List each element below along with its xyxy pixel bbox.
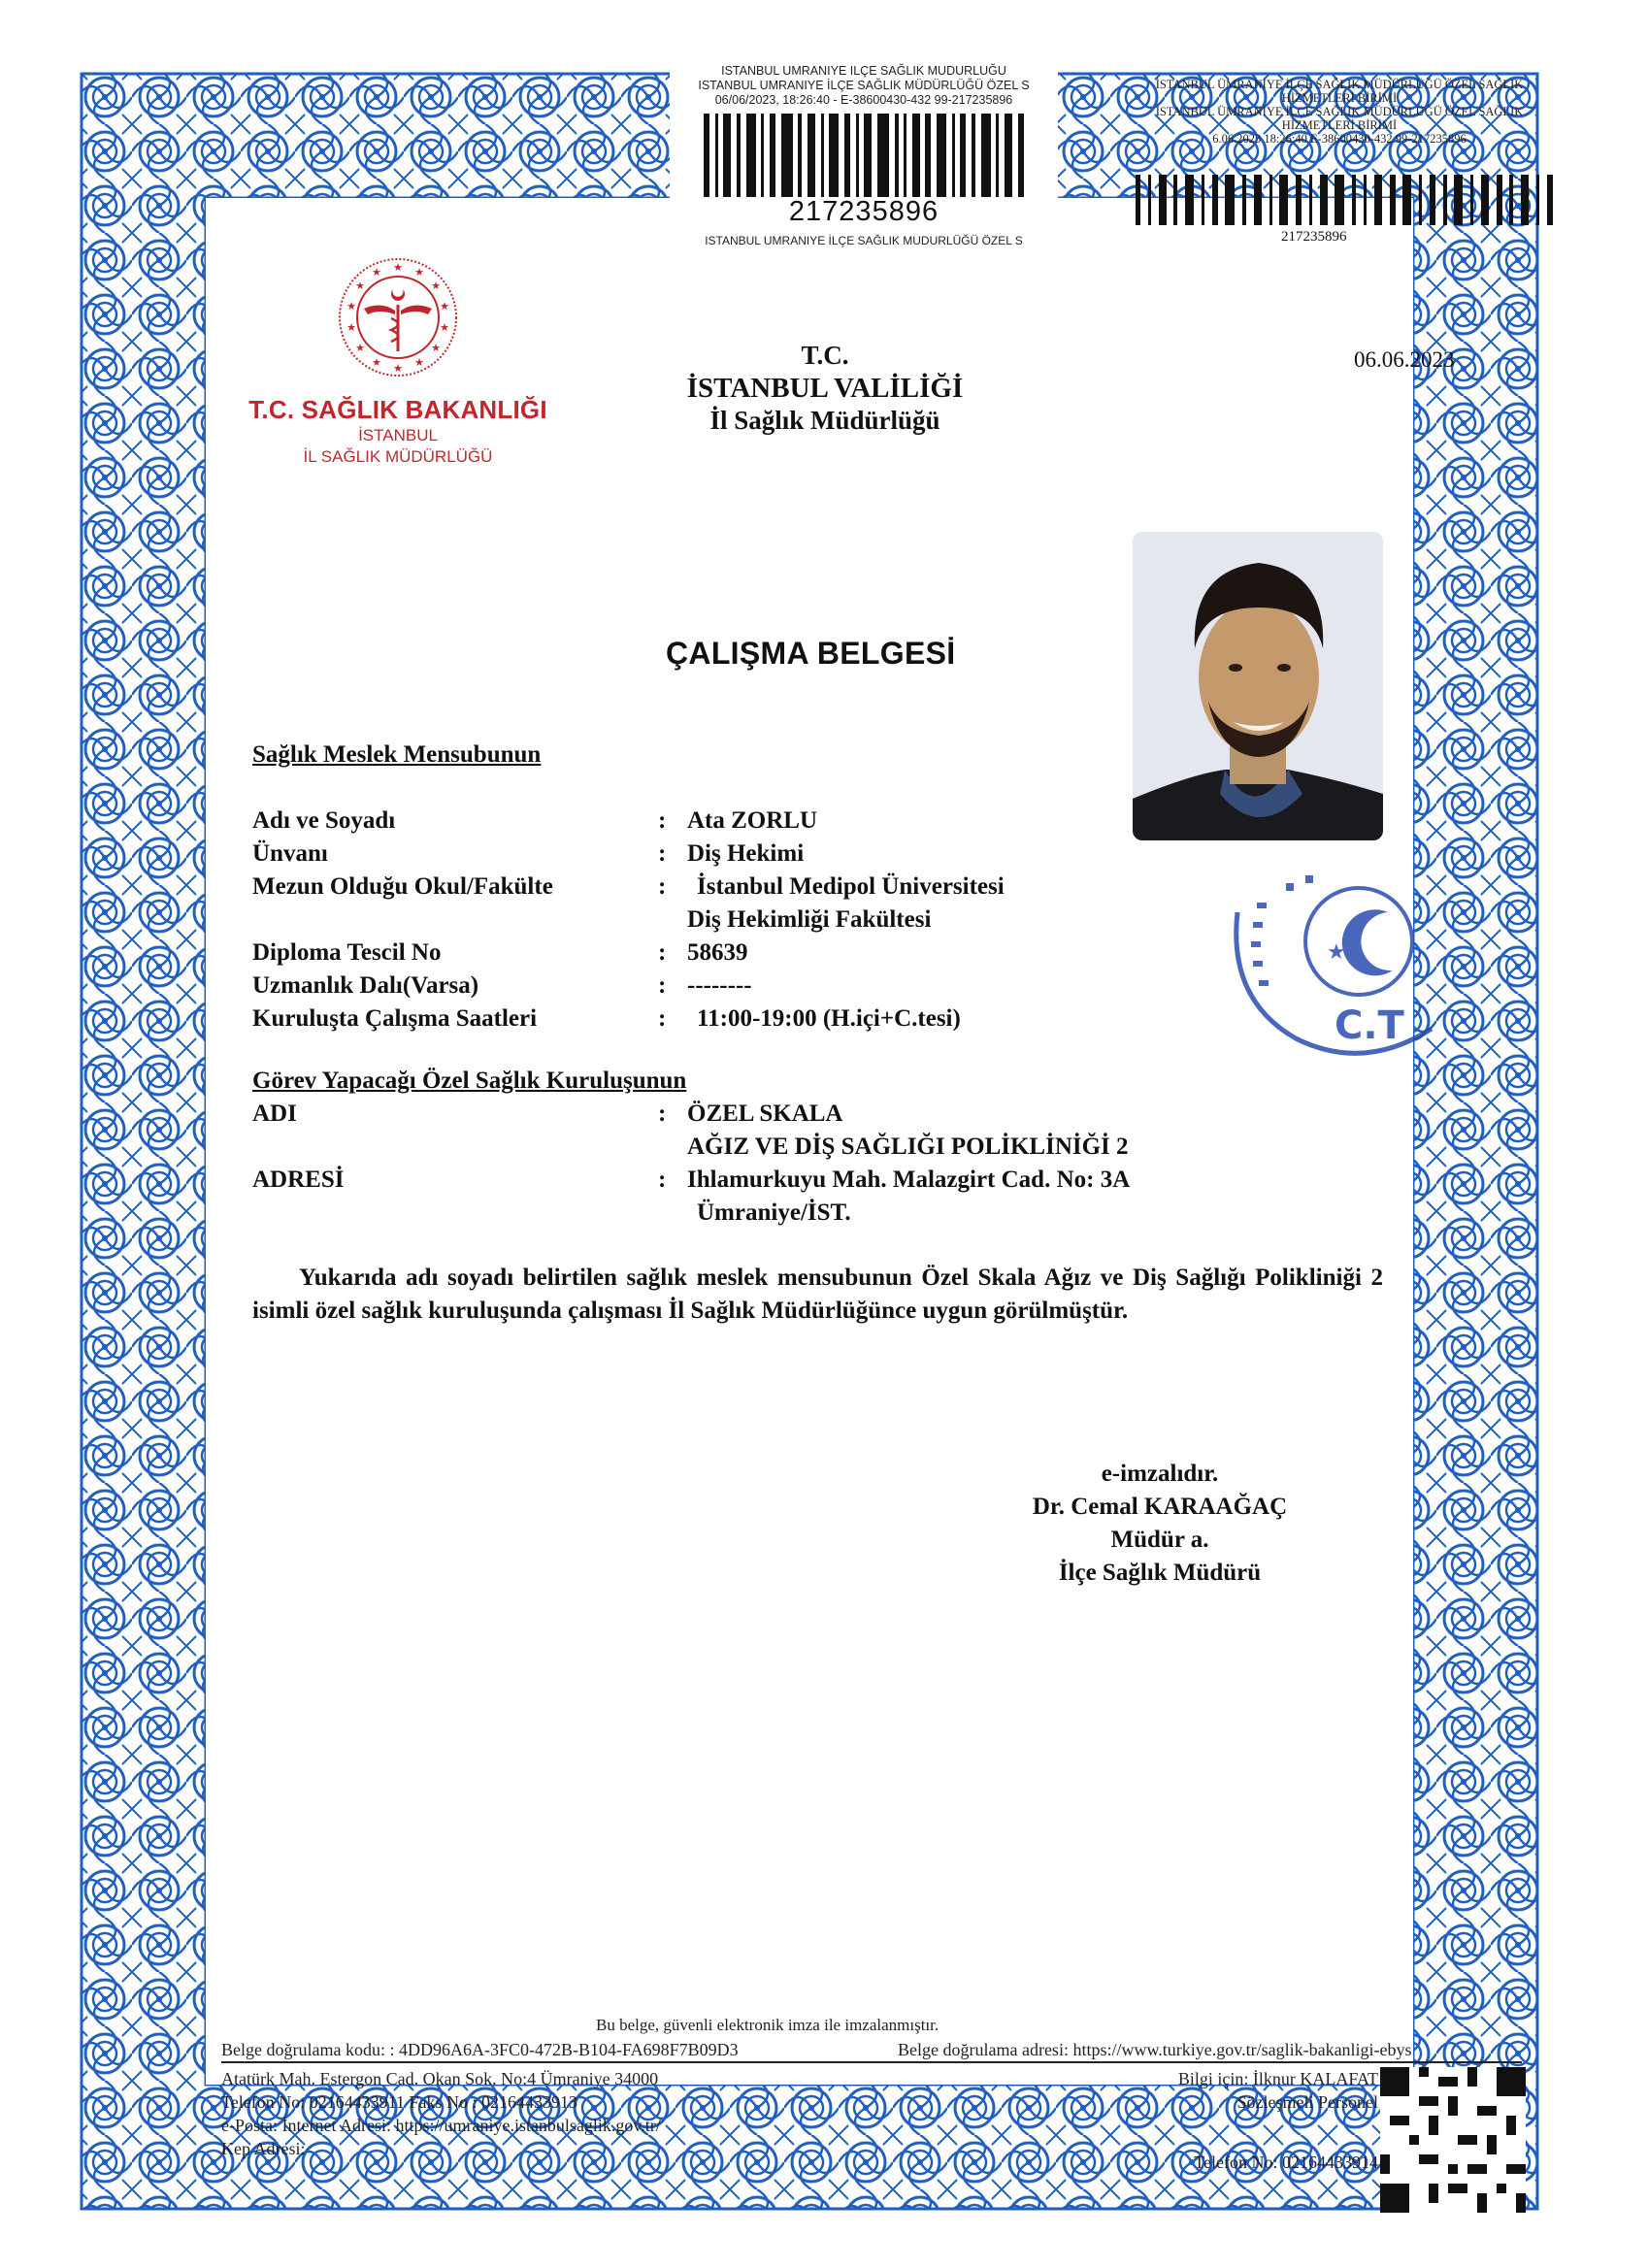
document-header bbox=[650, 340, 1000, 437]
barcode-right-line-2: HİZMETLERİ BİRİMİ bbox=[1281, 91, 1398, 105]
barcode-right-bars bbox=[1136, 175, 1553, 225]
signature-name: Dr. Cemal KARAAĞAÇ bbox=[1032, 1494, 1288, 1520]
field-value-title: Diş Hekimi bbox=[687, 840, 805, 867]
field-label: Ünvanı bbox=[252, 840, 328, 867]
field-label: Uzmanlık Dalı(Varsa) bbox=[252, 972, 479, 999]
footer-phone-fax: Telefon No: 02164433911 Faks No : 02164433913 bbox=[221, 2092, 578, 2112]
svg-text:★: ★ bbox=[431, 279, 441, 292]
barcode-footer: ISTANBUL UMRANIYE İLÇE SAĞLIK MUDURLÜĞÜ ÖZEL S bbox=[705, 234, 1023, 247]
svg-text:★: ★ bbox=[414, 356, 424, 369]
svg-text:C.T: C.T bbox=[1335, 1003, 1404, 1048]
svg-text:★: ★ bbox=[440, 300, 449, 312]
field-colon: : bbox=[658, 939, 667, 966]
portrait-photo bbox=[1133, 532, 1383, 840]
barcode-right bbox=[1126, 78, 1553, 262]
institution-name-line-1: ÖZEL SKALA bbox=[687, 1101, 843, 1127]
info-contact: Bilgi için: İlknur KALAFAT bbox=[1177, 2069, 1378, 2088]
header-governorship: İSTANBUL VALİLİĞİ bbox=[686, 373, 964, 404]
field-colon: : bbox=[658, 1101, 667, 1127]
ministry-city: İSTANBUL bbox=[358, 426, 438, 444]
field-value-hours: 11:00-19:00 (H.içi+C.tesi) bbox=[697, 1005, 961, 1032]
info-role: Sözleşmeli Personel bbox=[1236, 2092, 1378, 2112]
svg-text:★: ★ bbox=[393, 261, 403, 274]
barcode-right-number: 217235896 bbox=[1281, 229, 1347, 245]
field-label: ADI bbox=[252, 1101, 297, 1127]
barcode-right-line-4: HİZMETLERİ BİRİMİ bbox=[1281, 118, 1398, 132]
svg-text:★: ★ bbox=[431, 342, 441, 354]
svg-text:★: ★ bbox=[372, 266, 381, 279]
ministry-name: T.C. SAĞLIK BAKANLIĞI bbox=[248, 395, 547, 424]
svg-text:★: ★ bbox=[355, 279, 365, 292]
signature-block bbox=[980, 1458, 1339, 1590]
field-label: ADRESİ bbox=[252, 1167, 345, 1193]
footer-divider bbox=[221, 2061, 1522, 2063]
document-title: ÇALIŞMA BELGESİ bbox=[666, 636, 956, 671]
field-label: Adı ve Soyadı bbox=[252, 807, 396, 834]
institution-address-line-2: Ümraniye/İST. bbox=[697, 1200, 851, 1226]
field-colon: : bbox=[658, 873, 667, 900]
footer-email-web: e-Posta: İnternet Adresi: https://umraniye.istanbulsaglik.gov.tr/ bbox=[221, 2116, 661, 2135]
field-colon: : bbox=[658, 1167, 667, 1193]
institution-name-line-2: AĞIZ VE DİŞ SAĞLIĞI POLİKLİNİĞİ 2 bbox=[687, 1134, 1129, 1160]
ministry-directorate: İL SAĞLIK MÜDÜRLÜĞÜ bbox=[303, 447, 493, 466]
barcode-bars bbox=[704, 114, 1024, 197]
svg-text:★: ★ bbox=[414, 266, 424, 279]
field-label: Mezun Olduğu Okul/Fakülte bbox=[252, 873, 553, 900]
barcode-number: 217235896 bbox=[788, 196, 939, 227]
barcode-line-3: 06/06/2023, 18:26:40 - E-38600430-432 99-217235896 bbox=[714, 93, 1013, 107]
barcode-right-line-1: İSTANBUL ÜMRANİYE İLÇE SAĞLIK MÜDÜRLÜĞÜ ÖZEL SAĞLIK bbox=[1155, 78, 1524, 91]
official-stamp-icon bbox=[1218, 854, 1490, 1068]
footer-address: Atatürk Mah. Estergon Cad. Okan Sok. No:4 Ümraniye 34000 bbox=[221, 2069, 659, 2088]
field-colon: : bbox=[658, 1005, 667, 1032]
qr-code-icon bbox=[1380, 2067, 1526, 2213]
document-date: 06.06.2023 bbox=[1354, 347, 1455, 372]
field-colon: : bbox=[658, 840, 667, 867]
info-phone: Telefon No: 02164433914 bbox=[1194, 2153, 1378, 2172]
field-label: Kuruluşta Çalışma Saatleri bbox=[252, 1005, 538, 1032]
barcode-right-line-5: 6.06.2023 18:26:40 E-38600430-432.99-217235896 bbox=[1212, 132, 1467, 146]
svg-text:★: ★ bbox=[372, 356, 381, 369]
field-value-specialty: -------- bbox=[687, 972, 752, 999]
body-paragraph: Yukarıda adı soyadı belirtilen sağlık meslek mensubunun Özel Skala Ağız ve Diş Sağlığı Polikliniği 2 isimli özel sağlık kuruluşunda çalışması İl Sağlık Müdürlüğünce uygun görülmüştür. bbox=[252, 1265, 1383, 1324]
header-tc: T.C. bbox=[801, 341, 849, 370]
barcode-line-1: ISTANBUL UMRANIYE ILÇE SAĞLIK MUDURLUĞU bbox=[721, 64, 1006, 78]
svg-text:★: ★ bbox=[355, 342, 365, 354]
svg-text:★: ★ bbox=[346, 300, 356, 312]
svg-text:★: ★ bbox=[393, 362, 403, 375]
field-label: Diploma Tescil No bbox=[252, 939, 442, 966]
footer-kep: Kep Adresi: bbox=[221, 2139, 306, 2158]
institution-section-heading: Görev Yapacağı Özel Sağlık Kuruluşunun bbox=[252, 1068, 687, 1094]
signature-esign-note: e-imzalıdır. bbox=[1101, 1461, 1219, 1487]
field-value-name: Ata ZORLU bbox=[687, 807, 818, 834]
field-value-faculty: Diş Hekimliği Fakültesi bbox=[687, 906, 932, 933]
institution-address-line-1: Ihlamurkuyu Mah. Malazgirt Cad. No: 3A bbox=[687, 1167, 1131, 1193]
signature-office: İlçe Sağlık Müdürü bbox=[1058, 1560, 1262, 1586]
field-colon: : bbox=[658, 972, 667, 999]
field-value-diploma: 58639 bbox=[687, 939, 748, 966]
svg-text:★: ★ bbox=[440, 321, 449, 334]
member-section-heading: Sağlık Meslek Mensubunun bbox=[252, 741, 542, 768]
barcode-label bbox=[670, 64, 1058, 278]
verification-url[interactable]: Belge doğrulama adresi: https://www.turkiye.gov.tr/saglik-bakanligi-ebys bbox=[898, 2040, 1412, 2059]
svg-text:★: ★ bbox=[346, 321, 356, 334]
header-directorate: İl Sağlık Müdürlüğü bbox=[709, 406, 940, 435]
barcode-right-line-3: İSTANBUL ÜMRANİYE İLÇE SAĞLIK MÜDÜRLÜĞÜ ÖZEL SAĞLIK bbox=[1155, 105, 1524, 118]
ministry-logo bbox=[238, 254, 558, 468]
barcode-line-2: ISTANBUL UMRANIYE İLÇE SAĞLIK MÜDÜRLÜĞÜ ÖZEL S bbox=[698, 79, 1030, 92]
verification-code: Belge doğrulama kodu: : 4DD96A6A-3FC0-472B-B104-FA698F7B09D3 bbox=[221, 2040, 739, 2059]
signature-role: Müdür a. bbox=[1110, 1527, 1209, 1553]
esign-note: Bu belge, güvenli elektronik imza ile imzalanmıştır. bbox=[596, 2016, 939, 2034]
svg-text:★: ★ bbox=[1327, 940, 1346, 965]
ministry-emblem-icon bbox=[335, 254, 461, 380]
field-colon: : bbox=[658, 807, 667, 834]
field-value-school: İstanbul Medipol Üniversitesi bbox=[697, 873, 1005, 900]
